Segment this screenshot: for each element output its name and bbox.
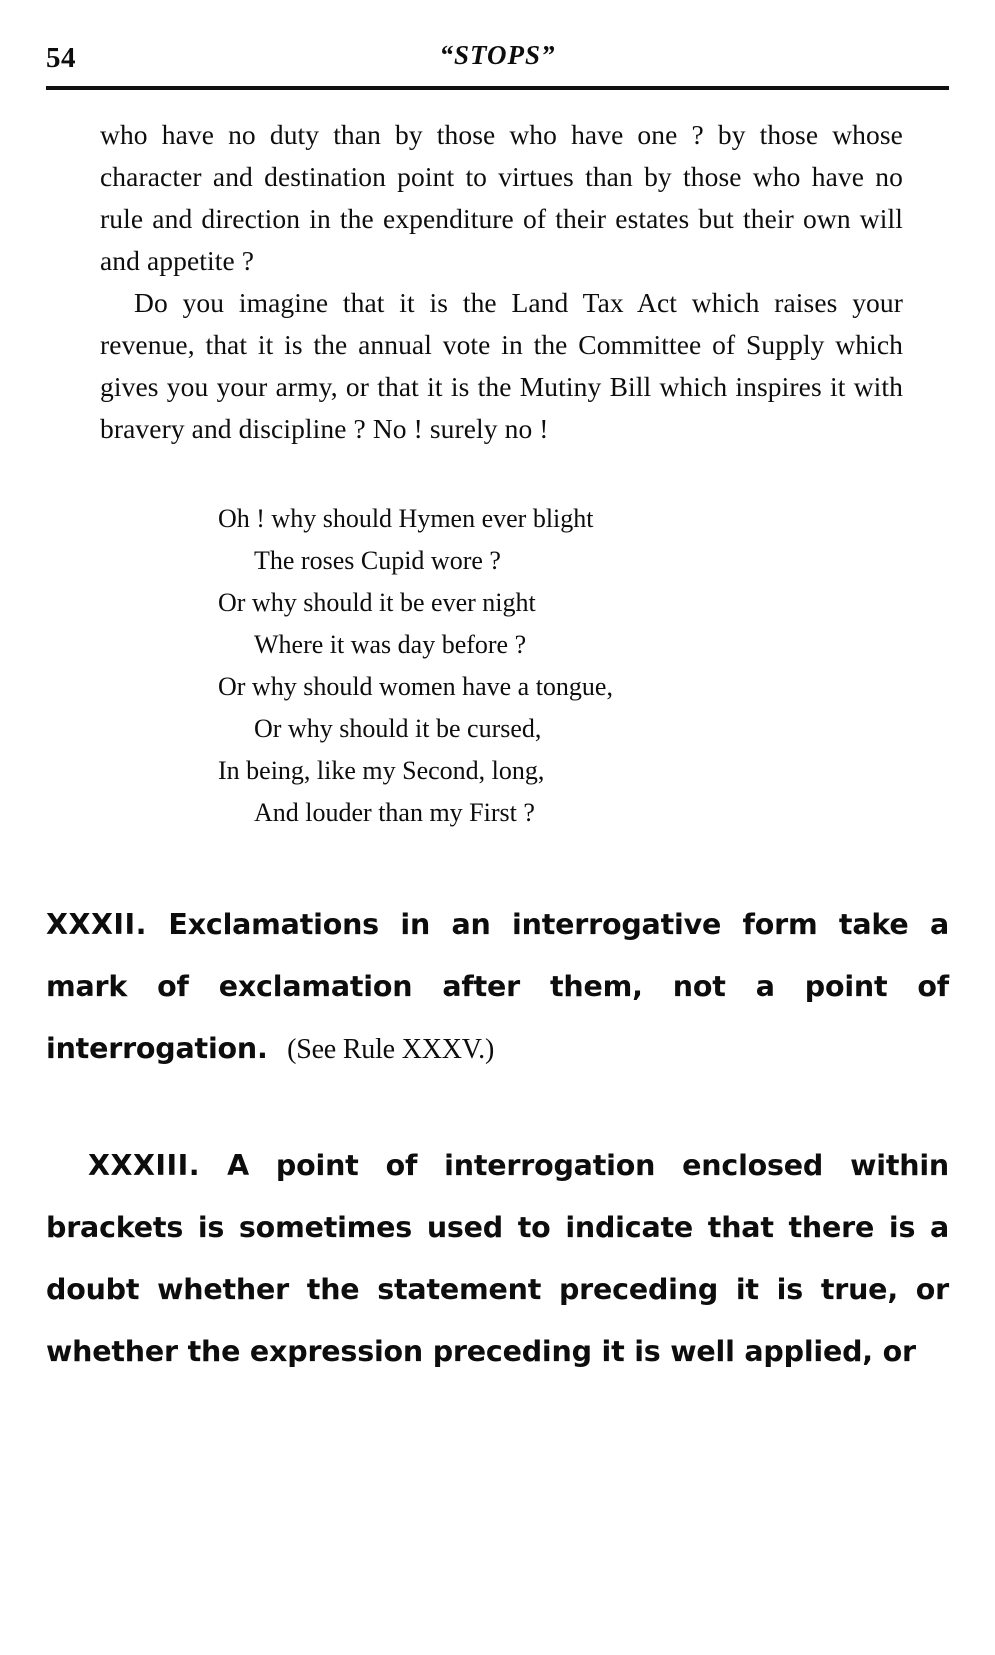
verse-line: And louder than my First ? (254, 798, 535, 827)
rule-xxxii (46, 894, 949, 1081)
body-text (100, 114, 903, 834)
document-page (0, 22, 995, 1655)
verse-line: The roses Cupid wore ? (254, 546, 501, 575)
paragraph-do-you-imagine: Do you imagine that it is the Land Tax Act which raises your revenue, that it is the annual vote in the Committee of Supply which gives you your army, or that it is the Mutiny Bill which inspires it with bravery and discipline ? No ! surely no ! (100, 287, 903, 444)
paragraph-continuation: who have no duty than by those who have one ? by those whose character and destination point to virtues than by those who have no rule and direction in the expenditure of their estates but their own will and appetite ? (100, 119, 903, 276)
page-number: 54 (46, 42, 76, 74)
verse-line: In being, like my Second, long, (218, 756, 545, 785)
rule-number: XXXIII. (88, 1149, 201, 1182)
verse-line: Or why should it be cursed, (254, 714, 542, 743)
rule-number: XXXII. (46, 908, 147, 941)
rule-text: Exclamations in an interrogative form take a mark of exclamation after them, not a point of interrogation. (46, 908, 949, 1065)
page-header (46, 22, 949, 74)
rule-cross-reference: (See Rule XXXV.) (287, 1034, 495, 1065)
header-divider (46, 86, 949, 90)
running-head-title: “STOPS” (439, 40, 556, 70)
verse-line: Or why should it be ever night (218, 588, 536, 617)
rule-xxxiii (46, 1135, 949, 1383)
rule-text: A point of interrogation enclosed within brackets is sometimes used to indicate that there is a doubt whether the statement preceding it is true, or whether the expression preceding it is well applied, or (46, 1149, 949, 1368)
verse-block (100, 498, 903, 834)
verse-line: Oh ! why should Hymen ever blight (218, 504, 594, 533)
verse-line: Or why should women have a tongue, (218, 672, 613, 701)
verse-line: Where it was day before ? (254, 630, 527, 659)
